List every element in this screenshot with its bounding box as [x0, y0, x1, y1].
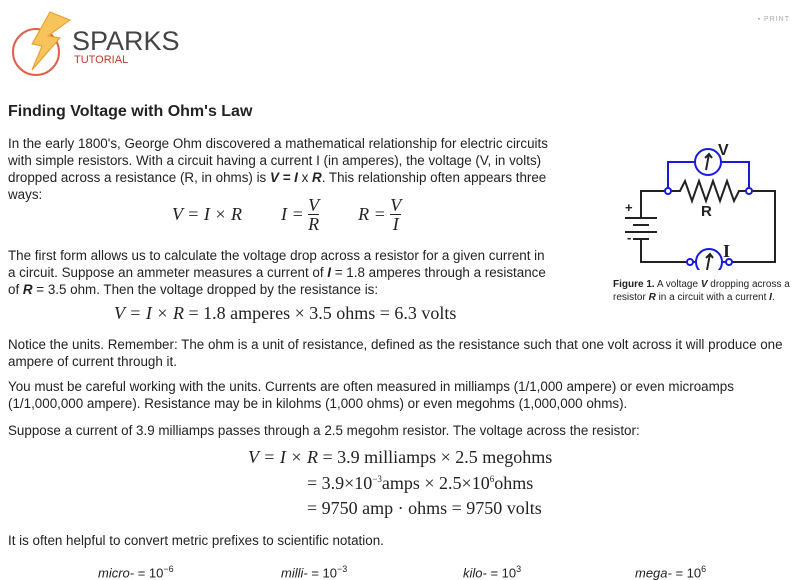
prefix-micro: micro- = $10^{-6}$ — [98, 564, 174, 580]
equation-example2-line1: V = I × R = 3.9 milliamps × 2.5 megohms — [248, 447, 553, 467]
label-plus: + — [625, 200, 633, 215]
equation-example1: V = I × R = 1.8 amperes × 3.5 ohms = 6.3 volts — [114, 303, 457, 323]
label-I: I — [723, 241, 731, 261]
page-title: Finding Voltage with Ohm's Law — [8, 103, 253, 120]
paragraph-intro: In the early 1800's, George Ohm discovered a mathematical relationship for electric circuits with simple resistors. With a circuit having a current I (in amperes), the voltage (V, in volts) dropped across a resistance (R, in ohms) is V = I x R. This relationship often appears three ways: — [8, 136, 548, 202]
prefix-milli: milli- = $10^{-3}$ — [281, 564, 348, 580]
paragraph-careful: You must be careful working with the units. Currents are often measured in milliamps (1/1,000 ampere) or even microamps (1/1,000,000 ampere). Resistance may be in kilohms (1,000 ohms) or even megohms (1,000,000 ohms). — [8, 379, 734, 411]
label-V: V — [718, 142, 729, 159]
figure-circuit — [600, 130, 800, 310]
paragraph-example2: Suppose a current of 3.9 milliamps passes through a 2.5 megohm resistor. The voltage across the resistor: — [8, 423, 640, 438]
logo[interactable] — [8, 8, 178, 78]
print-button[interactable]: ▪ PRINT — [757, 16, 790, 23]
equation-example2-line3: = 9750 amp · ohms = 9750 volts — [307, 498, 542, 518]
figure-caption: Figure 1. A voltage V dropping across a resistor R in a circuit with a current I. — [613, 279, 790, 303]
equation-forms: V = I × R I = $\frac{V}{R}$ R = $\frac{V}{I}$ — [172, 195, 402, 234]
equation-example2-line2: = $3.9\times 10^{-3}amps$ × $2.5\times 10^6ohms$ — [307, 473, 534, 493]
paragraph-example1: The first form allows us to calculate the voltage drop across a resistor for a given current in a circuit. Suppose an ammeter measures a current of I = 1.8 amperes through a resistance of R = 3.5 ohm. Then the voltage dropped by the resistance is: — [8, 248, 546, 297]
paragraph-prefixes: It is often helpful to convert metric prefixes to scientific notation. — [8, 533, 384, 548]
logo-title: SPARKS — [72, 26, 180, 56]
paragraph-units: Notice the units. Remember: The ohm is a unit of resistance, defined as the resistance such that one volt across it will produce one ampere of current through it. — [8, 337, 783, 369]
label-R: R — [701, 203, 712, 220]
prefix-kilo: kilo- = $10^3$ — [463, 564, 522, 580]
printer-icon: ▪ — [757, 16, 764, 23]
lightning-logo-icon — [8, 8, 72, 78]
prefix-mega: mega- = $10^6$ — [635, 564, 707, 580]
logo-subtitle: TUTORIAL — [74, 54, 129, 66]
label-minus: - — [627, 230, 632, 245]
